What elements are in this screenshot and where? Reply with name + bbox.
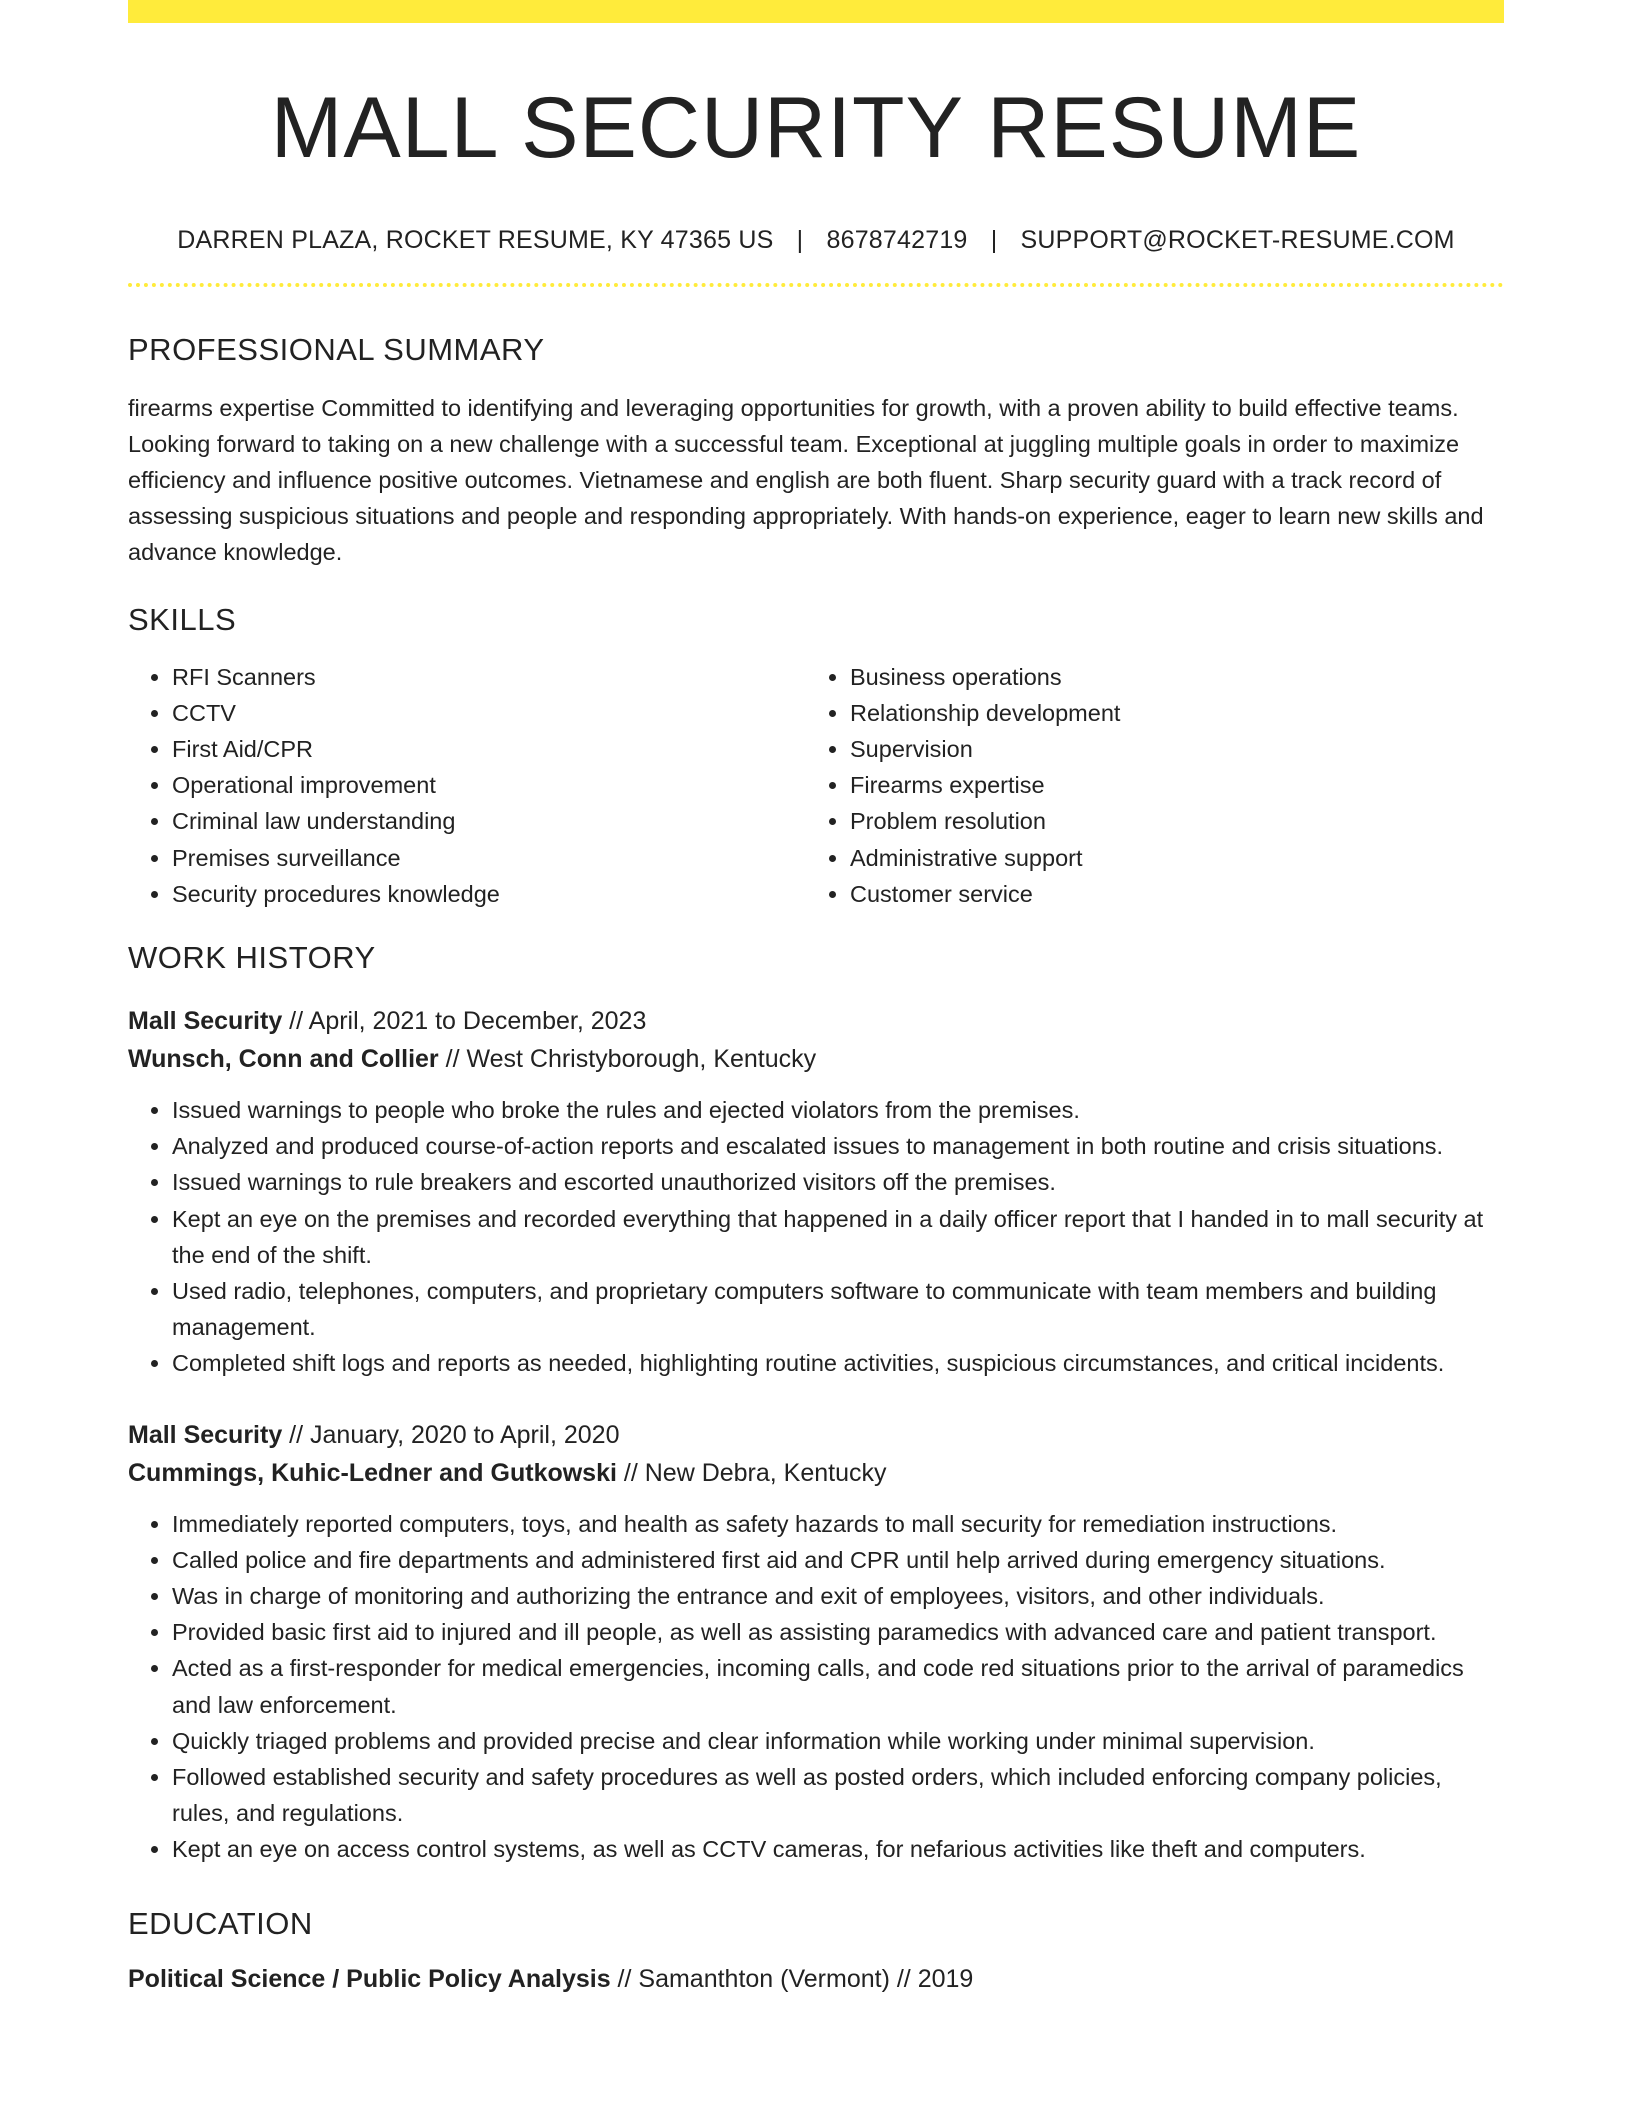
job-company-line bbox=[128, 1454, 1504, 1492]
skill-item: • Supervision bbox=[850, 731, 1484, 767]
job-bullet: • Was in charge of monitoring and authorizing the entrance and exit of employees, visitors, and other individuals. bbox=[172, 1578, 1504, 1614]
contact-separator: | bbox=[796, 225, 804, 254]
job-company: Cummings, Kuhic-Ledner and Gutkowski bbox=[128, 1458, 617, 1487]
job-bullet: • Followed established security and safety procedures as well as posted orders, which included enforcing company policies, rules, and regulations. bbox=[172, 1759, 1504, 1831]
job-dates: // April, 2021 to December, 2023 bbox=[282, 1007, 647, 1036]
job-bullet: • Issued warnings to rule breakers and escorted unauthorized visitors off the premises. bbox=[172, 1164, 1504, 1200]
job-bullet: • Provided basic first aid to injured and ill people, as well as assisting paramedics with advanced care and patient transport. bbox=[172, 1614, 1504, 1650]
job-bullet: • Issued warnings to people who broke the rules and ejected violators from the premises. bbox=[172, 1092, 1504, 1128]
job-bullet: • Used radio, telephones, computers, and proprietary computers software to communicate with team members and building management. bbox=[172, 1273, 1504, 1345]
job-bullet: • Completed shift logs and reports as needed, highlighting routine activities, suspicious circumstances, and critical incidents. bbox=[172, 1345, 1504, 1381]
job-location: // West Christyborough, Kentucky bbox=[438, 1045, 817, 1074]
skill-item: • Business operations bbox=[850, 659, 1484, 695]
job-bullet: • Immediately reported computers, toys, and health as safety hazards to mall security for remediation instructions. bbox=[172, 1506, 1504, 1542]
education-entry bbox=[128, 1960, 1504, 1998]
skill-item: • Premises surveillance bbox=[172, 840, 806, 876]
job-bullet: • Called police and fire departments and administered first aid and CPR until help arrived during emergency situations. bbox=[172, 1542, 1504, 1578]
skill-item: • Firearms expertise bbox=[850, 767, 1484, 803]
job-company: Wunsch, Conn and Collier bbox=[128, 1045, 439, 1074]
skill-item: • Criminal law understanding bbox=[172, 803, 806, 839]
job-bullet: • Acted as a first-responder for medical emergencies, incoming calls, and code red situations prior to the arrival of paramedics and law enforcement. bbox=[172, 1650, 1504, 1722]
job-bullets bbox=[128, 1506, 1504, 1868]
job-bullets bbox=[128, 1092, 1504, 1382]
job-location: // New Debra, Kentucky bbox=[616, 1458, 887, 1487]
skill-item: • Customer service bbox=[850, 876, 1484, 912]
summary-text: firearms expertise Committed to identifying and leveraging opportunities for growth, with a proven ability to build effective teams. Looking forward to taking on a new challenge with a successful team. Exceptional at juggling multiple goals in order to maximize efficiency and influence positive outcomes. Vietnamese and english are both fluent. Sharp security guard with a track record of assessing suspicious situations and people and responding appropriately. With hands-on experience, eager to learn new skills and advance knowledge. bbox=[128, 394, 1484, 565]
job-bullet: • Kept an eye on the premises and recorded everything that happened in a daily officer report that I handed in to mall security at the end of the shift. bbox=[172, 1201, 1504, 1273]
top-accent-bar bbox=[128, 0, 1504, 23]
skill-item: • Operational improvement bbox=[172, 767, 806, 803]
job-bullet: • Kept an eye on access control systems, as well as CCTV cameras, for nefarious activities like theft and computers. bbox=[172, 1831, 1504, 1867]
education-heading: EDUCATION bbox=[128, 1905, 313, 1941]
job-role-line bbox=[128, 1002, 1504, 1040]
dotted-divider bbox=[128, 283, 1504, 287]
job-bullet: • Analyzed and produced course-of-action reports and escalated issues to management in both routine and crisis situations. bbox=[172, 1128, 1504, 1164]
skill-item: • First Aid/CPR bbox=[172, 731, 806, 767]
job-company-line bbox=[128, 1040, 1504, 1078]
education-school: // Samanthton (Vermont) // 2019 bbox=[610, 1964, 974, 1993]
resume-title: MALL SECURITY RESUME bbox=[270, 80, 1362, 176]
skills-column-right bbox=[806, 659, 1484, 912]
skill-item: • Administrative support bbox=[850, 840, 1484, 876]
skill-item: • Security procedures knowledge bbox=[172, 876, 806, 912]
contact-address: DARREN PLAZA, ROCKET RESUME, KY 47365 US bbox=[177, 225, 774, 254]
education-degree: Political Science / Public Policy Analysis bbox=[128, 1964, 611, 1993]
summary-heading: PROFESSIONAL SUMMARY bbox=[128, 331, 545, 367]
resume-page bbox=[128, 0, 1504, 1998]
skills-heading: SKILLS bbox=[128, 601, 237, 637]
skills-column-left bbox=[128, 659, 806, 912]
job-entry bbox=[128, 1002, 1504, 1382]
job-entry bbox=[128, 1416, 1504, 1868]
job-dates: // January, 2020 to April, 2020 bbox=[282, 1420, 620, 1449]
skill-item: • Relationship development bbox=[850, 695, 1484, 731]
contact-line bbox=[128, 226, 1504, 255]
job-role: Mall Security bbox=[128, 1420, 283, 1449]
contact-separator: | bbox=[990, 225, 998, 254]
contact-phone: 8678742719 bbox=[826, 225, 968, 254]
skill-item: • Problem resolution bbox=[850, 803, 1484, 839]
job-role: Mall Security bbox=[128, 1007, 283, 1036]
skill-item: • CCTV bbox=[172, 695, 806, 731]
work-history-heading: WORK HISTORY bbox=[128, 940, 376, 976]
skills-list bbox=[128, 659, 1504, 912]
skill-item: • RFI Scanners bbox=[172, 659, 806, 695]
contact-email: SUPPORT@ROCKET-RESUME.COM bbox=[1020, 225, 1455, 254]
job-bullet: • Quickly triaged problems and provided precise and clear information while working under minimal supervision. bbox=[172, 1723, 1504, 1759]
job-role-line bbox=[128, 1416, 1504, 1454]
